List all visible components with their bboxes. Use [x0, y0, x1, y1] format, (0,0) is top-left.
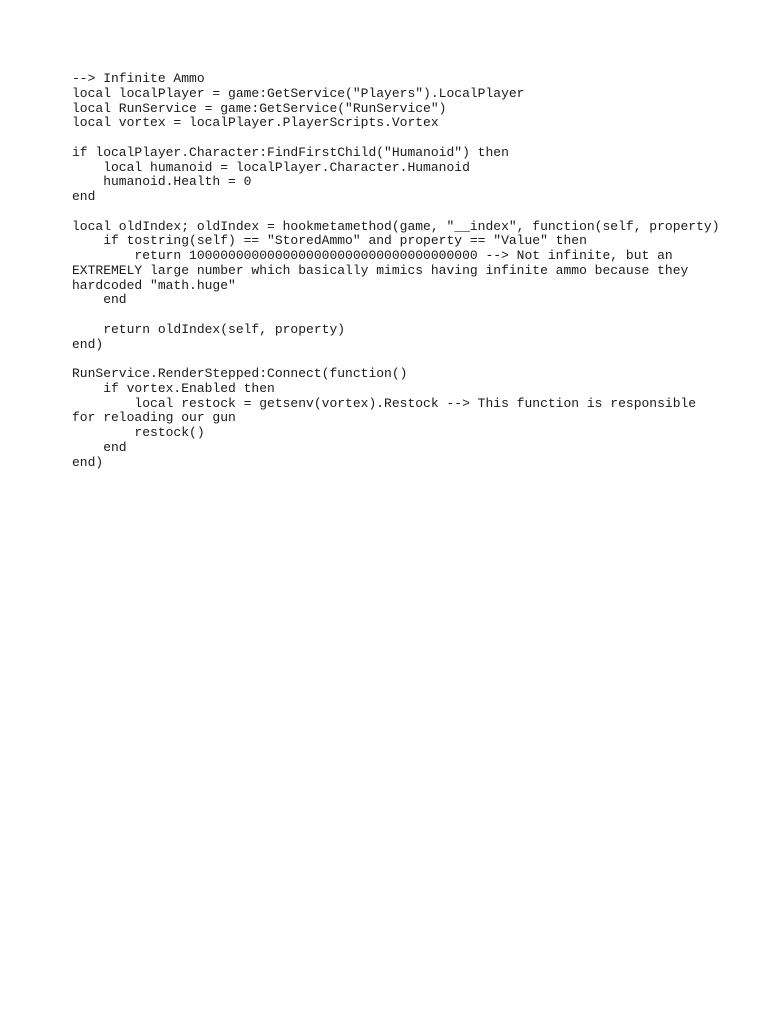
code-line: local humanoid = localPlayer.Character.Humanoid: [72, 159, 470, 175]
code-line: restock(): [72, 425, 205, 440]
code-line: end: [72, 292, 127, 308]
code-line: end): [72, 336, 104, 352]
code-line: end): [72, 454, 104, 470]
code-line: if localPlayer.Character:FindFirstChild("Humanoid") then: [72, 144, 509, 160]
code-line: EXTREMELY large number which basically mimics having infinite ammo because they: [72, 262, 689, 278]
code-line: RunService.RenderStepped:Connect(function(): [72, 366, 408, 381]
code-line: return 1000000000000000000000000000000000000 --> Not infinite, but an: [72, 248, 673, 263]
blank-line: [72, 131, 712, 146]
code-line: end: [72, 189, 96, 204]
code-line: return oldIndex(self, property): [72, 321, 346, 337]
code-line: local restock = getsenv(vortex).Restock --> This function is responsible: [72, 395, 697, 411]
code-line: --> Infinite Ammo: [72, 71, 205, 86]
code-line: local RunService = game:GetService("RunService"): [72, 100, 447, 116]
code-line: if vortex.Enabled then: [72, 380, 275, 396]
blank-line: [72, 205, 712, 220]
blank-line: [72, 352, 712, 367]
code-line: local vortex = localPlayer.PlayerScripts.Vortex: [72, 115, 439, 131]
code-line: local oldIndex; oldIndex = hookmetamethod(game, "__index", function(self, property): [72, 218, 720, 234]
code-line: local localPlayer = game:GetService("Players").LocalPlayer: [72, 85, 525, 101]
code-line: for reloading our gun: [72, 410, 236, 426]
code-block: [72, 71, 720, 470]
code-line: if tostring(self) == "StoredAmmo" and property == "Value" then: [72, 233, 587, 249]
code-line: end: [72, 439, 127, 455]
blank-line: [72, 308, 712, 323]
code-line: hardcoded "math.huge": [72, 277, 236, 293]
code-line: humanoid.Health = 0: [72, 174, 252, 190]
